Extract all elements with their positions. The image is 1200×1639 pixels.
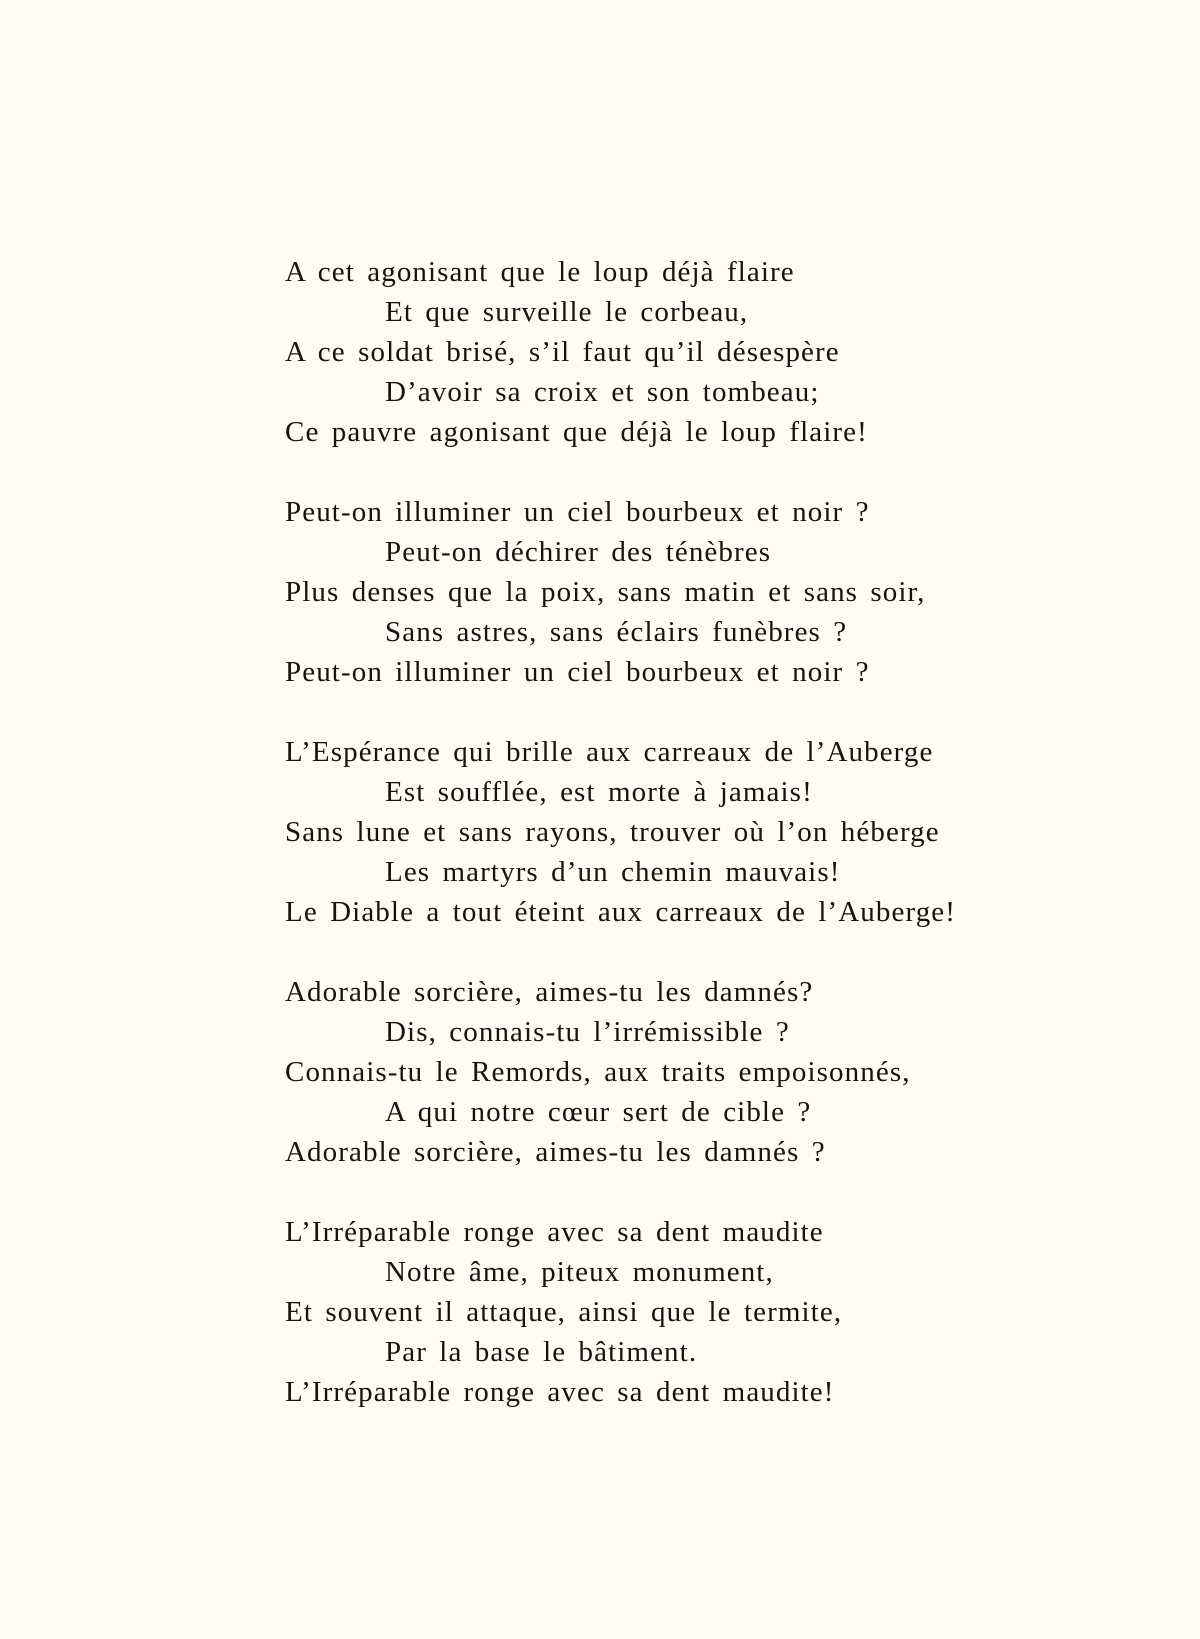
poem-line-indented: D’avoir sa croix et son tombeau; <box>385 376 820 408</box>
stanza-2 <box>285 492 1165 692</box>
poem-line: Ce pauvre agonisant que déjà le loup flaire! <box>285 416 868 448</box>
poem-line: Adorable sorcière, aimes-tu les damnés ? <box>285 1136 826 1168</box>
poem-line-indented: Est soufflée, est morte à jamais! <box>385 776 813 808</box>
poem-line: Peut-on illuminer un ciel bourbeux et noir ? <box>285 496 870 528</box>
poem-line: Plus denses que la poix, sans matin et sans soir, <box>285 576 926 608</box>
stanza-5 <box>285 1212 1165 1412</box>
poem-line: Et souvent il attaque, ainsi que le termite, <box>285 1296 843 1328</box>
poem-line: Le Diable a tout éteint aux carreaux de l’Auberge! <box>285 896 957 928</box>
poem-line: L’Irréparable ronge avec sa dent maudite <box>285 1216 824 1248</box>
poem-line: Sans lune et sans rayons, trouver où l’on héberge <box>285 816 940 848</box>
poem-line-indented: Peut-on déchirer des ténèbres <box>385 536 772 568</box>
poem-line-indented: Dis, connais-tu l’irrémissible ? <box>385 1016 790 1048</box>
stanza-4 <box>285 972 1165 1172</box>
poem-line-indented: Sans astres, sans éclairs funèbres ? <box>385 616 848 648</box>
poem-text <box>285 252 1165 1452</box>
stanza-1 <box>285 252 1165 452</box>
poem-line: L’Irréparable ronge avec sa dent maudite! <box>285 1376 835 1408</box>
poem-line: Adorable sorcière, aimes-tu les damnés? <box>285 976 814 1008</box>
poem-line: A ce soldat brisé, s’il faut qu’il désespère <box>285 336 840 368</box>
poem-line-indented: Par la base le bâtiment. <box>385 1336 698 1368</box>
poem-line-indented: A qui notre cœur sert de cible ? <box>385 1096 812 1128</box>
poem-line-indented: Les martyrs d’un chemin mauvais! <box>385 856 841 888</box>
poem-line: Peut-on illuminer un ciel bourbeux et noir ? <box>285 656 870 688</box>
poem-line: L’Espérance qui brille aux carreaux de l’Auberge <box>285 736 934 768</box>
poem-line-indented: Et que surveille le corbeau, <box>385 296 749 328</box>
poem-line: A cet agonisant que le loup déjà flaire <box>285 256 795 288</box>
poem-line-indented: Notre âme, piteux monument, <box>385 1256 774 1288</box>
stanza-3 <box>285 732 1165 932</box>
poem-line: Connais-tu le Remords, aux traits empoisonnés, <box>285 1056 911 1088</box>
